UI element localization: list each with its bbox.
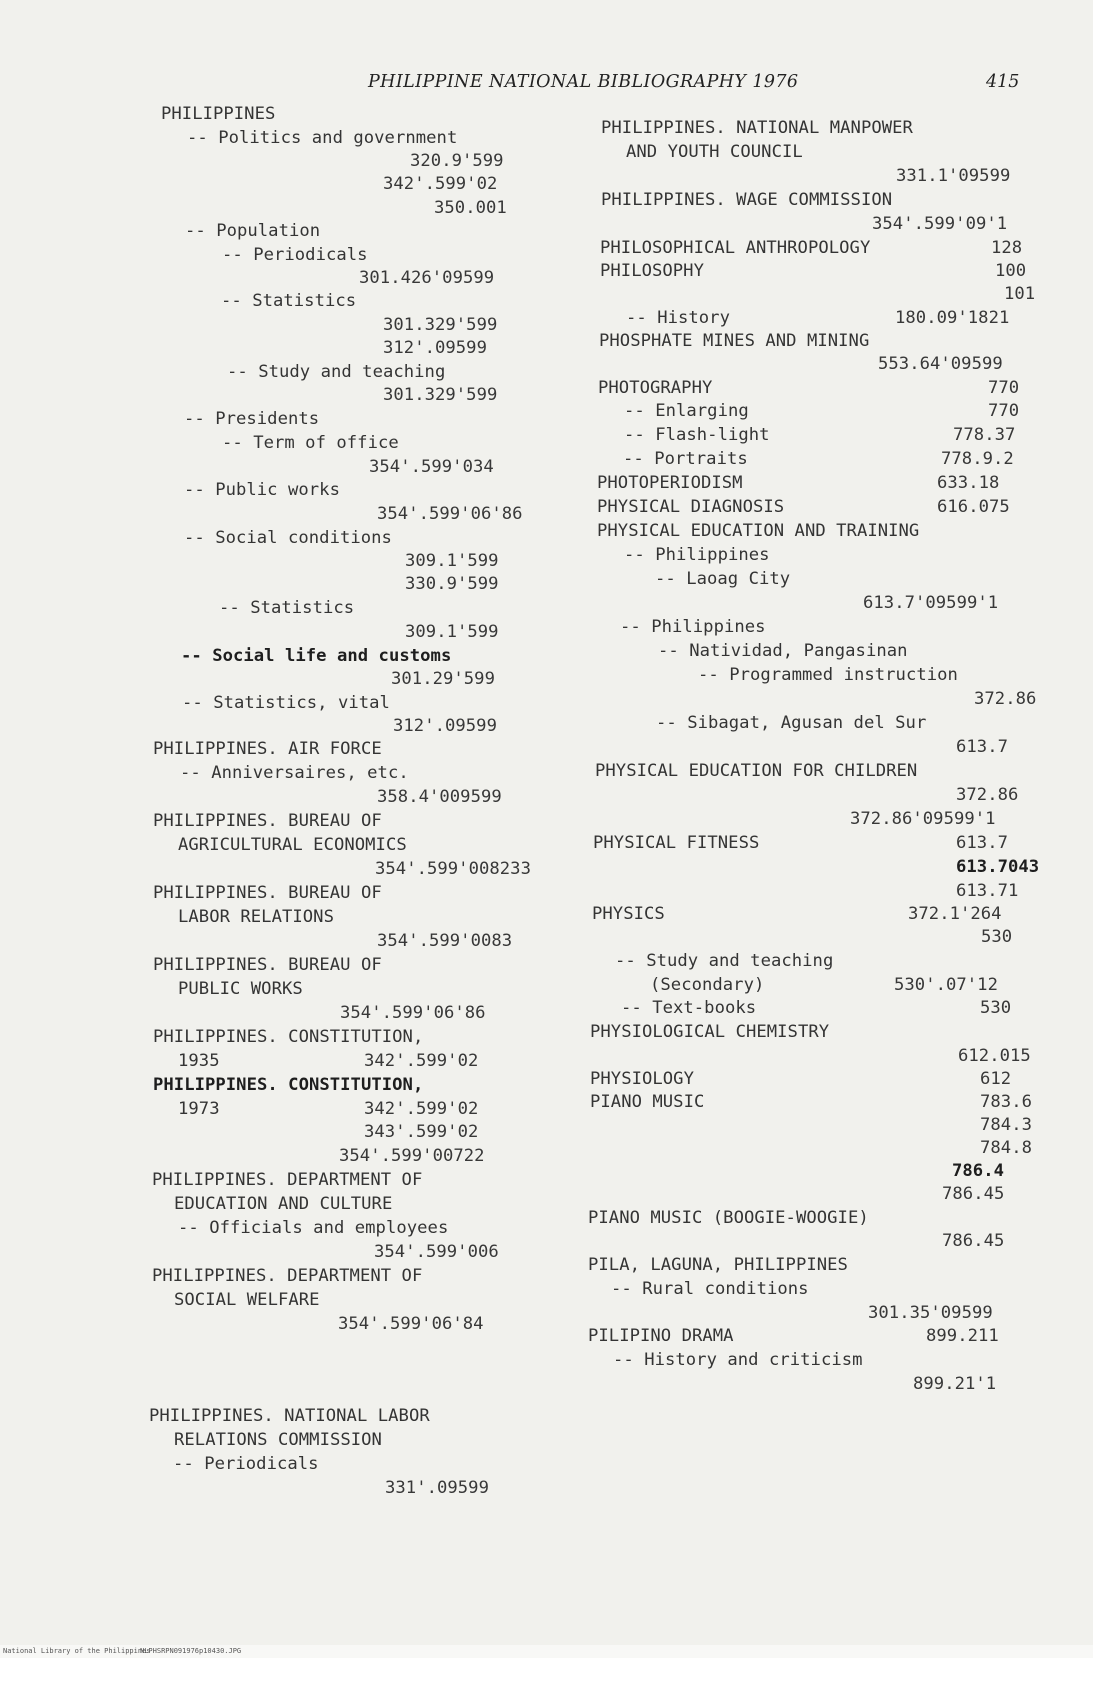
right-entry-line: 530'.07'12 <box>894 975 998 995</box>
left-entry-line: PHILIPPINES. BUREAU OF <box>153 811 382 831</box>
left-entry-line: 301.426'09599 <box>359 268 495 288</box>
right-entry-line: PIANO MUSIC (BOOGIE-WOOGIE) <box>588 1208 869 1228</box>
right-entry-line: AND YOUTH COUNCIL <box>626 142 803 162</box>
left-entry-line: 354'.599'06'86 <box>340 1003 486 1023</box>
right-entry-line: 784.8 <box>980 1138 1032 1158</box>
right-entry-line: 613.7 <box>956 737 1008 757</box>
right-entry-line: 128 <box>991 238 1023 258</box>
left-entry-line: 354'.599'00722 <box>339 1146 485 1166</box>
left-entry-line: -- Statistics <box>221 291 357 311</box>
left-entry-line: 312'.09599 <box>383 338 487 358</box>
right-entry-line: PIANO MUSIC <box>590 1092 705 1112</box>
right-entry-line: -- Portraits <box>623 449 748 469</box>
right-entry-line: 784.3 <box>980 1115 1032 1135</box>
left-entry-line: PHILIPPINES. AIR FORCE <box>153 739 382 759</box>
left-entry-line: -- Study and teaching <box>227 362 446 382</box>
left-entry-line: 354'.599'006 <box>374 1242 499 1262</box>
left-entry-line: -- Anniversaires, etc. <box>180 763 409 783</box>
left-entry-line: 1935 <box>178 1051 220 1071</box>
left-entry-line: RELATIONS COMMISSION <box>174 1430 382 1450</box>
right-entry-line: PHOTOPERIODISM <box>597 473 743 493</box>
left-entry-line: -- Statistics, vital <box>182 693 390 713</box>
right-entry-line: 786.4 <box>952 1161 1004 1181</box>
right-entry-line: 633.18 <box>937 473 1000 493</box>
right-entry-line: 530 <box>980 998 1012 1018</box>
right-entry-line: -- Philippines <box>624 545 770 565</box>
right-entry-line: 613.7'09599'1 <box>863 593 999 613</box>
right-entry-line: (Secondary) <box>650 975 765 995</box>
left-entry-line: 342'.599'02 <box>364 1099 479 1119</box>
left-entry-line: PHILIPPINES <box>161 104 276 124</box>
right-entry-line: 778.37 <box>953 425 1016 445</box>
right-entry-line: -- Programmed instruction <box>698 665 958 685</box>
right-entry-line: PHYSICAL DIAGNOSIS <box>597 497 785 517</box>
right-entry-line: 612 <box>980 1069 1012 1089</box>
left-entry-line: PHILIPPINES. CONSTITUTION, <box>153 1027 424 1047</box>
left-entry-line: 301.29'599 <box>391 669 495 689</box>
left-entry-line: -- Social life and customs <box>181 646 452 666</box>
page-number: 415 <box>986 72 1020 92</box>
right-entry-line: PHILIPPINES. NATIONAL MANPOWER <box>601 118 913 138</box>
right-entry-line: PILA, LAGUNA, PHILIPPINES <box>588 1255 848 1275</box>
right-entry-line: PILIPINO DRAMA <box>588 1326 734 1346</box>
left-entry-line: PHILIPPINES. CONSTITUTION, <box>153 1075 424 1095</box>
left-entry-line: -- Periodicals <box>222 245 368 265</box>
left-entry-line: 350.001 <box>434 198 507 218</box>
right-entry-line: 783.6 <box>980 1092 1032 1112</box>
left-entry-line: 331'.09599 <box>385 1478 489 1498</box>
right-entry-line: PHYSICAL FITNESS <box>593 833 760 853</box>
footer-filename: NLPHSRPN091976p10430.JPG <box>140 1647 242 1655</box>
right-entry-line: 770 <box>988 378 1020 398</box>
left-entry-line: 301.329'599 <box>383 315 498 335</box>
right-entry-line: 530 <box>981 927 1013 947</box>
left-entry-line: 358.4'009599 <box>377 787 502 807</box>
left-entry-line: 309.1'599 <box>405 551 499 571</box>
left-entry-line: -- Officials and employees <box>178 1218 449 1238</box>
left-entry-line: 354'.599'008233 <box>375 859 531 879</box>
left-entry-line: LABOR RELATIONS <box>178 907 334 927</box>
right-entry-line: -- Study and teaching <box>615 951 834 971</box>
left-entry-line: 354'.599'06'86 <box>377 504 523 524</box>
left-entry-line: PUBLIC WORKS <box>178 979 303 999</box>
left-entry-line: 342'.599'02 <box>383 174 498 194</box>
scan-footer <box>0 1645 1093 1658</box>
right-entry-line: 778.9.2 <box>941 449 1014 469</box>
right-entry-line: -- Flash-light <box>624 425 770 445</box>
left-entry-line: -- Presidents <box>184 409 320 429</box>
right-entry-line: PHYSICS <box>592 904 665 924</box>
right-entry-line: 372.1'264 <box>908 904 1002 924</box>
right-entry-line: -- Enlarging <box>624 401 749 421</box>
right-entry-line: 100 <box>995 261 1027 281</box>
right-entry-line: -- Philippines <box>620 617 766 637</box>
right-entry-line: PHILOSOPHY <box>600 261 704 281</box>
right-entry-line: 613.71 <box>956 881 1019 901</box>
left-entry-line: 320.9'599 <box>410 151 504 171</box>
right-entry-line: 372.86 <box>956 785 1019 805</box>
left-entry-line: EDUCATION AND CULTURE <box>174 1194 393 1214</box>
running-header-title: PHILIPPINE NATIONAL BIBLIOGRAPHY 1976 <box>368 72 799 92</box>
right-entry-line: 616.075 <box>937 497 1010 517</box>
left-entry-line: PHILIPPINES. BUREAU OF <box>153 955 382 975</box>
right-entry-line: 899.211 <box>926 1326 999 1346</box>
right-entry-line: PHILOSOPHICAL ANTHROPOLOGY <box>600 238 871 258</box>
left-entry-line: SOCIAL WELFARE <box>174 1290 320 1310</box>
right-entry-line: 372.86 <box>974 689 1037 709</box>
right-entry-line: 331.1'09599 <box>896 166 1011 186</box>
right-entry-line: PHYSICAL EDUCATION FOR CHILDREN <box>595 761 918 781</box>
left-entry-line: -- Statistics <box>219 598 355 618</box>
left-entry-line: -- Public works <box>184 480 340 500</box>
left-entry-line: PHILIPPINES. BUREAU OF <box>153 883 382 903</box>
right-entry-line: 613.7043 <box>956 857 1040 877</box>
right-entry-line: PHYSIOLOGY <box>590 1069 694 1089</box>
right-entry-line: PHOTOGRAPHY <box>598 378 713 398</box>
right-entry-line: 899.21'1 <box>913 1374 997 1394</box>
right-entry-line: PHYSICAL EDUCATION AND TRAINING <box>597 521 920 541</box>
right-entry-line: PHILIPPINES. WAGE COMMISSION <box>601 190 893 210</box>
right-entry-line: 553.64'09599 <box>878 354 1003 374</box>
left-entry-line: 343'.599'02 <box>364 1122 479 1142</box>
left-entry-line: PHILIPPINES. DEPARTMENT OF <box>152 1170 423 1190</box>
right-entry-line: -- Laoag City <box>655 569 791 589</box>
right-entry-line: 786.45 <box>942 1231 1005 1251</box>
left-entry-line: 309.1'599 <box>405 622 499 642</box>
right-entry-line: -- Sibagat, Agusan del Sur <box>656 713 927 733</box>
footer-library: National Library of the Philippines <box>3 1647 151 1655</box>
right-entry-line: -- Rural conditions <box>611 1279 809 1299</box>
right-entry-line: PHOSPHATE MINES AND MINING <box>599 331 870 351</box>
right-entry-line: 372.86'09599'1 <box>850 809 996 829</box>
right-entry-line: -- History <box>626 308 730 328</box>
left-entry-line: 354'.599'06'84 <box>338 1314 484 1334</box>
left-entry-line: 312'.09599 <box>393 716 497 736</box>
left-entry-line: -- Term of office <box>222 433 399 453</box>
right-entry-line: 354'.599'09'1 <box>872 214 1008 234</box>
right-entry-line: 101 <box>1004 284 1036 304</box>
right-entry-line: -- Natividad, Pangasinan <box>658 641 908 661</box>
left-entry-line: AGRICULTURAL ECONOMICS <box>178 835 407 855</box>
left-entry-line: 330.9'599 <box>405 574 499 594</box>
left-entry-line: 301.329'599 <box>383 385 498 405</box>
left-entry-line: PHILIPPINES. DEPARTMENT OF <box>152 1266 423 1286</box>
left-entry-line: PHILIPPINES. NATIONAL LABOR <box>149 1406 430 1426</box>
right-entry-line: 613.7 <box>956 833 1008 853</box>
right-entry-line: 301.35'09599 <box>868 1303 993 1323</box>
left-entry-line: 354'.599'0083 <box>377 931 513 951</box>
right-entry-line: 770 <box>988 401 1020 421</box>
left-entry-line: -- Population <box>185 221 321 241</box>
right-entry-line: 612.015 <box>958 1046 1031 1066</box>
right-entry-line: 786.45 <box>942 1184 1005 1204</box>
left-entry-line: -- Social conditions <box>184 528 392 548</box>
right-entry-line: -- History and criticism <box>613 1350 863 1370</box>
left-entry-line: -- Periodicals <box>173 1454 319 1474</box>
left-entry-line: -- Politics and government <box>187 128 458 148</box>
right-entry-line: -- Text-books <box>621 998 757 1018</box>
right-entry-line: 180.09'1821 <box>895 308 1010 328</box>
left-entry-line: 342'.599'02 <box>364 1051 479 1071</box>
left-entry-line: 354'.599'034 <box>369 457 494 477</box>
left-entry-line: 1973 <box>178 1099 220 1119</box>
right-entry-line: PHYSIOLOGICAL CHEMISTRY <box>590 1022 830 1042</box>
